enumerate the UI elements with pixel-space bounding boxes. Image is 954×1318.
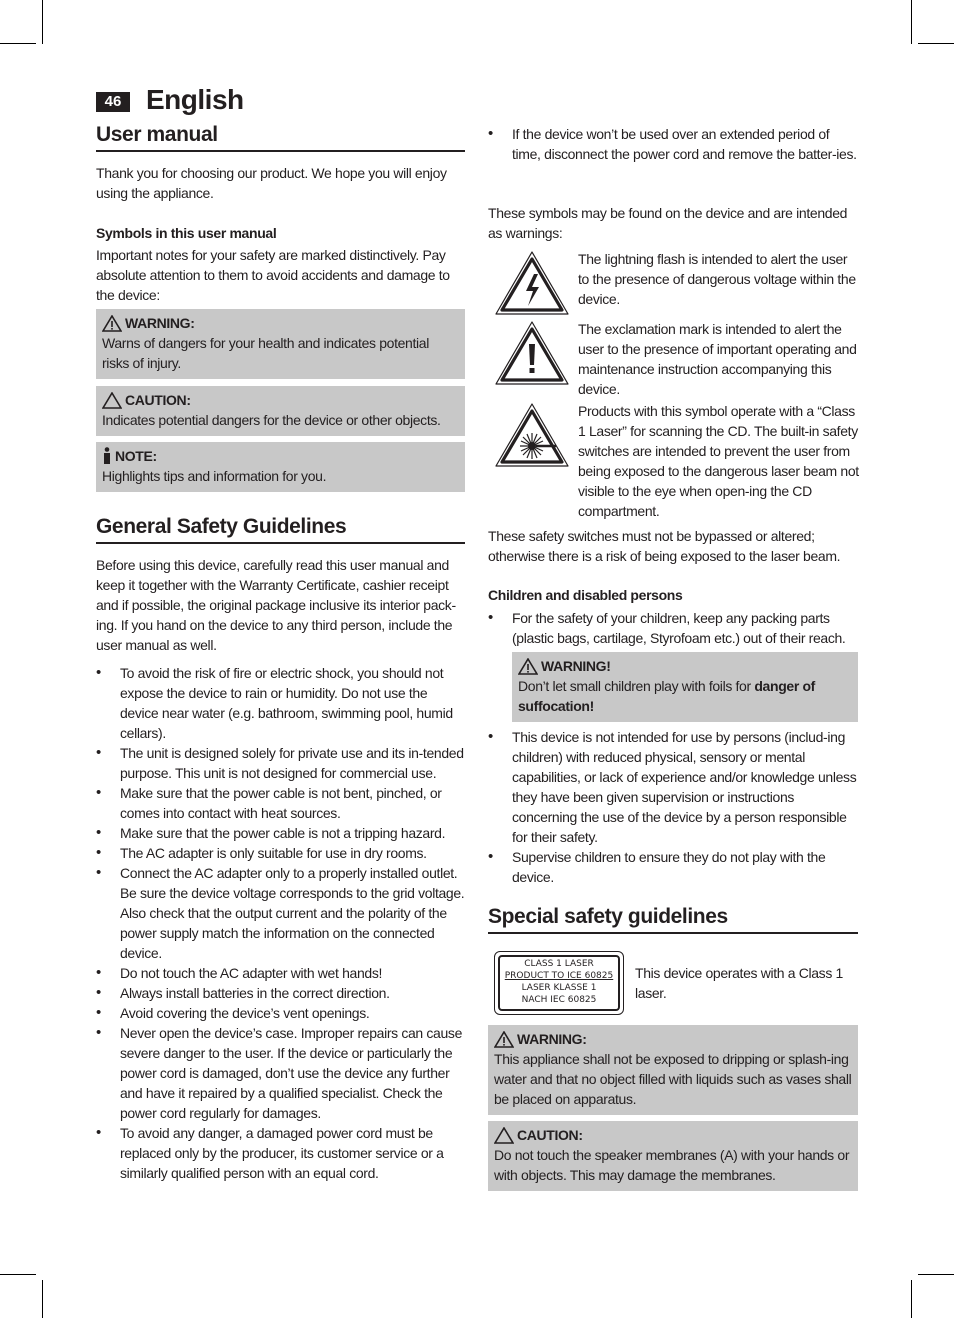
caution-triangle-icon [102,392,122,409]
laser-class-label [494,951,624,1015]
children-heading: Children and disabled persons [488,587,683,603]
list-item: • Make sure that the power cable is not bent, pinched, or comes into contact with heat sources. [96,783,465,823]
list-item: • Never open the device’s case. Improper repairs can cause severe danger to the user. If the device or particularly the power cord is damaged, don’t use the device any further and have it repaired by a qualified specialist. Check the power cord regularly for damages. [96,1023,465,1123]
caution-label: CAUTION: [125,392,191,408]
crop-mark [0,1274,36,1275]
laser-label-line: LASER KLASSE 1 [521,983,597,993]
general-intro-text: Before using this device, carefully read this user manual and keep it together with the Warranty Certificate, cashier receipt and if possible, the original package inclusive its interior pack-ing. If you hand on the device to any third person, include the user manual as well. [96,557,456,653]
crop-mark [42,0,43,44]
children-bullet-list-2 [488,727,858,887]
list-item: • Supervise children to ensure they do not play with the device. [488,847,858,887]
note-text: Highlights tips and information for you. [102,468,327,484]
special-caution-text: Do not touch the speaker membranes (A) with your hands or with objects. This may damage the membranes. [494,1147,850,1183]
warning-triangle-icon [102,315,122,332]
top-bullet-list [488,124,858,164]
child-warning-text: Don’t let small children play with foils for danger of suffocation! [518,678,815,714]
special-caution-box [488,1121,858,1191]
list-item: • Do not touch the AC adapter with wet hands! [96,963,465,983]
caution-text: Indicates potential dangers for the device or other objects. [102,412,441,428]
warning-triangle-icon [518,658,538,675]
special-warning-text: This appliance shall not be exposed to dripping or splash-ing water and that no object filled with liquids such as vases shall be placed on apparatus. [494,1051,852,1107]
page-number: 46 [96,92,130,112]
crop-mark [911,0,912,44]
child-warning-box [512,652,858,722]
laser-label-line: NACH IEC 60825 [521,995,597,1005]
special-caution-label: CAUTION: [517,1127,583,1143]
list-item: • If the device won’t be used over an extended period of time, disconnect the power cord and remove the batter-ies. [488,124,858,164]
special-safety-title: Special safety guidelines [488,904,858,934]
switches-text: These safety switches must not be bypassed or altered; otherwise there is a risk of being exposed to the laser beam. [488,528,841,564]
laser-symbol-text: Products with this symbol operate with a “Class 1 Laser” for scanning the CD. The built-in safety switches are intended to prevent the user from being exposed to the dangerous laser beam not visible to the eye when open-ing the CD compartment. [578,403,859,519]
crop-mark [918,1274,954,1275]
list-item: • Avoid covering the device’s vent openings. [96,1003,465,1023]
child-warning-emphasis: danger of suffocation! [518,678,815,714]
exclamation-warning-icon [494,320,570,386]
note-box [96,442,465,492]
general-safety-title: General Safety Guidelines [96,514,465,544]
list-item: • Always install batteries in the correct direction. [96,983,465,1003]
list-item: • Make sure that the power cable is not a tripping hazard. [96,823,465,843]
list-item: • The unit is designed solely for private use and its in-tended purpose. This unit is not designed for commercial use. [96,743,465,783]
general-bullet-list [96,663,465,1183]
list-item: • For the safety of your children, keep any packing parts (plastic bags, cartilage, Styrofoam etc.) out of their reach. [488,608,858,648]
warning-triangle-icon [494,1031,514,1048]
symbols-heading: Symbols in this user manual [96,225,277,241]
warning-text: Warns of dangers for your health and indicates potential risks of injury. [102,335,429,371]
laser-warning-icon [494,402,570,468]
caution-box [96,386,465,436]
laser-class-text: This device operates with a Class 1 laser. [635,965,843,1001]
list-item: • To avoid any danger, a damaged power cord must be replaced only by the producer, its customer service or a similarly qualified person with an equal cord. [96,1123,465,1183]
warning-label: WARNING: [125,315,195,331]
user-manual-title: User manual [96,122,465,152]
info-icon [102,447,112,465]
warning-box [96,309,465,379]
caution-triangle-icon [494,1127,514,1144]
lightning-warning-icon [494,250,570,316]
lightning-text: The lightning flash is intended to alert the user to the presence of dangerous voltage within the device. [578,251,856,307]
laser-label-line: CLASS 1 LASER [524,959,594,969]
crop-mark [42,1280,43,1318]
special-warning-label: WARNING: [517,1031,587,1047]
list-item: • This device is not intended for use by persons (includ-ing children) with reduced physical, sensory or mental capabilities, or lack of experience and/or knowledge unless they have been given supervision or instructions concerning the use of the device by a person responsible for their safety. [488,727,858,847]
note-label: NOTE: [115,448,157,464]
special-warning-box [488,1025,858,1115]
symbols-text: Important notes for your safety are marked distinctively. Pay absolute attention to them to avoid accidents and damage to the device: [96,247,450,303]
crop-mark [911,1280,912,1318]
crop-mark [918,43,954,44]
exclamation-text: The exclamation mark is intended to alert the user to the presence of important operating and maintenance instruction accompanying this device. [578,321,857,397]
list-item: • Connect the AC adapter only to a properly installed outlet. Be sure the device voltage corresponds to the grid voltage. Also check that the output current and the polarity of the power supply match the information on the connected device. [96,863,465,963]
language-title: English [146,84,244,115]
children-bullet-list [488,608,858,648]
intro-text: Thank you for choosing our product. We hope you will enjoy using the appliance. [96,165,447,201]
laser-label-line: PRODUCT TO ICE 60825 [504,971,614,981]
crop-mark [0,43,36,44]
list-item: • The AC adapter is only suitable for use in dry rooms. [96,843,465,863]
list-item: • To avoid the risk of fire or electric shock, you should not expose the device to rain or humidity. Do not use the device near water (e.g. bathroom, swimming pool, humid cellars). [96,663,465,743]
symbols-intro-text: These symbols may be found on the device and are intended as warnings: [488,205,848,241]
child-warning-label: WARNING! [541,658,611,674]
